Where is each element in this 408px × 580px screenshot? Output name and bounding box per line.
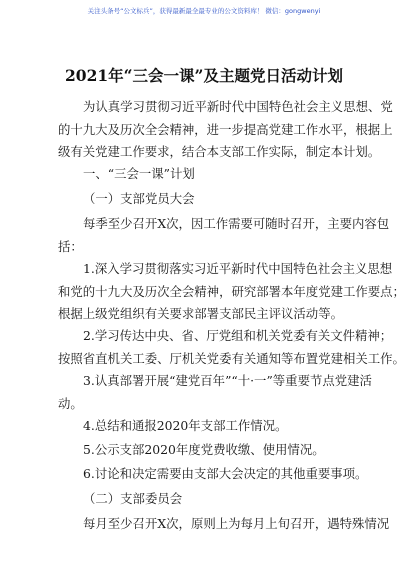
subsection-heading — [58, 488, 358, 511]
text-line: 5.公示支部2020年度党费收缴、使用情况。 — [83, 442, 325, 457]
list-item — [58, 258, 405, 326]
list-item — [58, 325, 405, 370]
header-banner: 关注头条号“公文标兵”，获得最新最全最专业的公文资料库！ 微信：gongwenyi — [87, 7, 321, 15]
text-line: 动。 — [58, 395, 83, 411]
text-line: 为认真学习贯彻习近平新时代中国特色社会主义思想、党 — [83, 99, 393, 114]
list-item — [58, 463, 368, 486]
text-line: 括： — [58, 238, 83, 254]
section-heading — [58, 163, 358, 186]
subsection-heading — [58, 188, 358, 211]
text-line: 按照省直机关工委、厅机关党委有关通知等布置党建相关工作。 — [58, 350, 405, 366]
list-item — [58, 370, 372, 415]
paragraph-intro — [58, 96, 393, 164]
text-line: 一、“三会一课”计划 — [83, 166, 195, 181]
text-line: 1.深入学习贯彻落实习近平新时代中国特色社会主义思想 — [83, 261, 393, 276]
text-line: 的十九大及历次全会精神，进一步提高党建工作水平，根据上 — [58, 121, 393, 137]
text-line: 3.认真部署开展“建党百年”“十·一”等重要节点党建活 — [83, 373, 372, 388]
text-line: 和党的十九大及历次全会精神，研究部署本年度党建工作要点； — [58, 283, 405, 299]
text-line: （一）支部党员大会 — [83, 191, 195, 206]
text-line: 级有关党建工作要求，结合本支部工作实际，制定本计划。 — [58, 144, 381, 159]
text-line: （二）支部委员会 — [83, 491, 183, 506]
text-line: 6.讨论和决定需要由支部大会决定的其他重要事项。 — [83, 466, 368, 481]
text-line: 根据上级党组织有关要求部署支部民主评议活动等。 — [58, 306, 343, 321]
text-line: 2.学习传达中央、省、厅党组和机关党委有关文件精神； — [83, 328, 393, 343]
paragraph — [58, 513, 390, 536]
text-line: 每月至少召开X次，原则上为每月上旬召开，遇特殊情况 — [83, 516, 390, 531]
list-item — [58, 415, 358, 438]
list-item — [58, 439, 358, 462]
document-title: 2021年“三会一课”及主题党日活动计划 — [65, 66, 343, 85]
text-line: 4.总结和通报2020年支部工作情况。 — [83, 418, 288, 433]
paragraph — [58, 213, 390, 258]
text-line: 每季至少召开X次，因工作需要可随时召开，主要内容包 — [83, 216, 390, 231]
